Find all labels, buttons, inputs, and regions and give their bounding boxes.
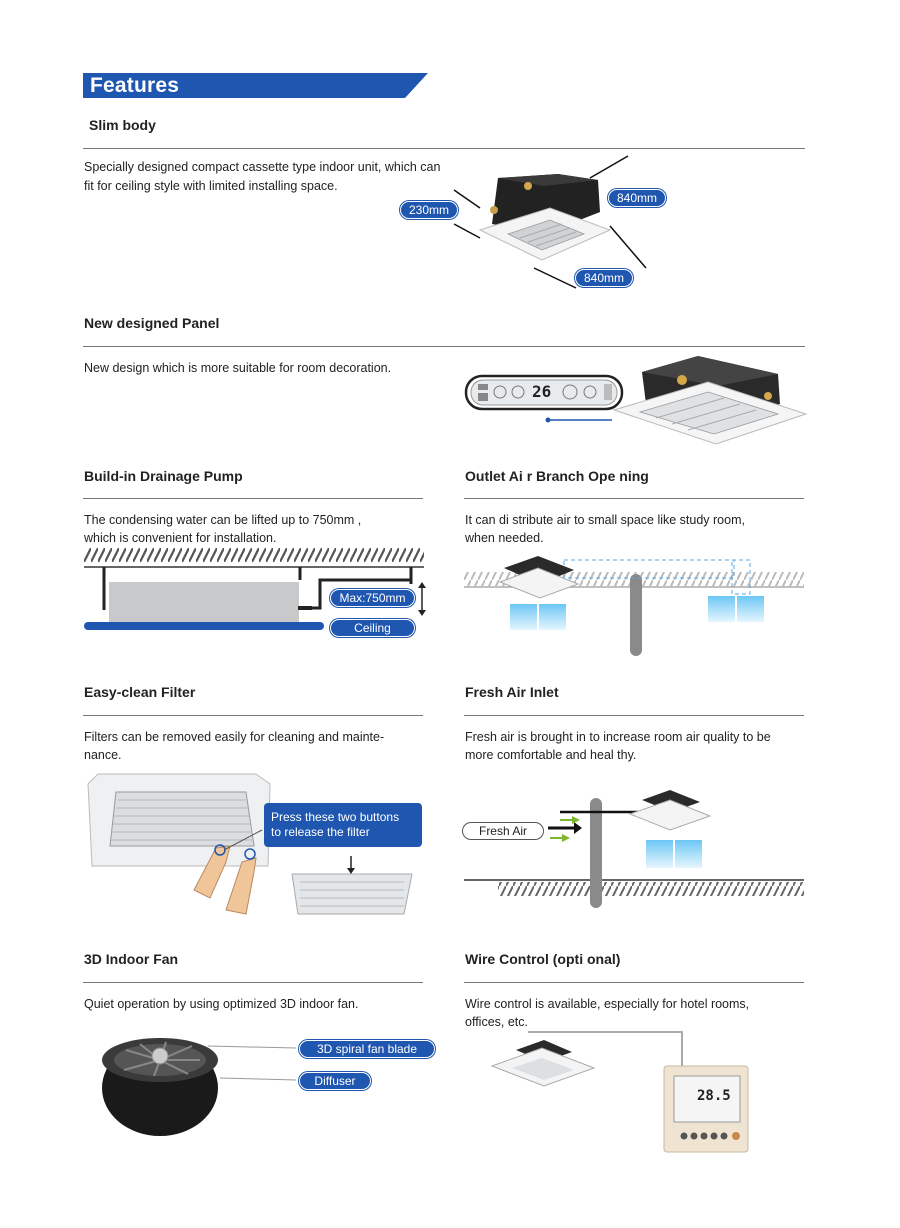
slim-body-heading: Slim body [89,117,156,133]
fresh-air-badge: Fresh Air [462,822,544,840]
max-lift-badge: Max:750mm [330,589,415,607]
fresh-air-heading: Fresh Air Inlet [465,684,559,700]
wire-control-heading: Wire Control (opti onal) [465,951,621,967]
outlet-text-1: It can di stribute air to small space like study room, [465,513,745,527]
diffuser-badge: Diffuser [299,1072,371,1090]
divider [83,982,423,983]
panel-heading: New designed Panel [84,315,220,331]
outlet-branch-illustration [464,552,804,656]
outlet-heading: Outlet Ai r Branch Ope ning [465,468,649,484]
divider [464,982,804,983]
cassette-unit-panel-illustration [612,352,808,444]
wire-control-display-temperature: 28.5 [697,1088,731,1104]
dimension-badge-width-top: 840mm [608,189,666,207]
divider [83,346,805,347]
outlet-text-2: when needed. [465,531,544,545]
pump-text-2: which is convenient for installation. [84,531,277,545]
filter-text-2: nance. [84,748,122,762]
wire-control-text-1: Wire control is available, especially for hotel rooms, [465,997,750,1011]
fan-blade-badge: 3D spiral fan blade [299,1040,435,1058]
dimension-badge-width-bottom: 840mm [575,269,633,287]
slim-body-text-2: fit for ceiling style with limited installing space. [84,179,338,193]
filter-heading: Easy-clean Filter [84,684,196,700]
divider [83,715,423,716]
ceiling-badge: Ceiling [330,619,415,637]
divider [83,498,423,499]
filter-callout-line-2: to release the filter [271,825,370,839]
panel-display-temperature: 26 [532,382,552,401]
dimension-badge-height: 230mm [400,201,458,219]
divider [464,715,804,716]
fan-heading: 3D Indoor Fan [84,951,179,967]
page-title: Features [90,74,180,97]
panel-text: New design which is more suitable for room decoration. [84,361,392,375]
divider [464,498,804,499]
slim-body-text-1: Specially designed compact cassette type indoor unit, which can [84,160,441,174]
pump-heading: Build-in Drainage Pump [84,468,243,484]
wire-control-text-2: offices, etc. [465,1015,528,1029]
fresh-air-text-2: more comfortable and heal thy. [465,748,637,762]
filter-callout-line-1: Press these two buttons [271,810,400,824]
fresh-air-illustration [464,788,806,910]
fan-text: Quiet operation by using optimized 3D indoor fan. [84,997,359,1011]
fan-illustration [96,1020,426,1136]
divider [83,148,805,149]
fresh-air-text-1: Fresh air is brought in to increase room air quality to be [465,730,771,744]
filter-text-1: Filters can be removed easily for cleaning and mainte- [84,730,385,744]
pump-text-1: The condensing water can be lifted up to 750mm , [84,513,362,527]
